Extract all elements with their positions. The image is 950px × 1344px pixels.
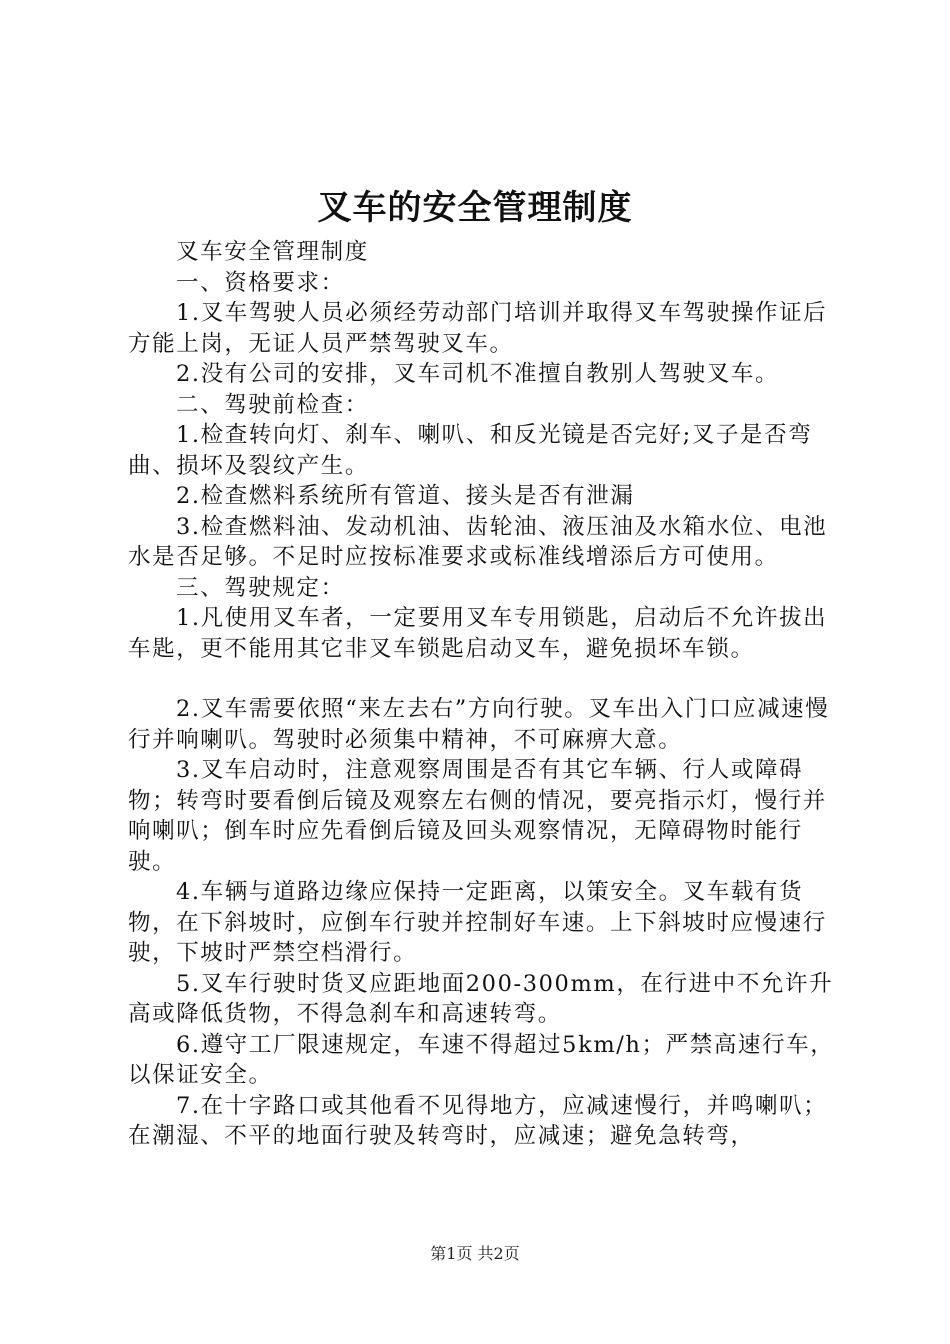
paragraph: 1.检查转向灯、刹车、喇叭、和反光镜是否完好;叉子是否弯曲、损坏及裂纹产生。 [128,422,813,479]
paragraph: 叉车安全管理制度 [176,239,369,265]
paragraph: 6.遵守工厂限速规定，车速不得超过5km/h；严禁高速行车，以保证安全。 [128,1031,835,1088]
paragraph: 1.叉车驾驶人员必须经劳动部门培训并取得叉车驾驶操作证后方能上岗，无证人员严禁驾驶叉车。 [128,300,828,357]
section-heading: 一、资格要求： [176,269,345,296]
paragraph-gap [128,664,840,694]
paragraph: 5.叉车行驶时货叉应距地面200-300mm，在行进中不允许升高或降低货物，不得急刹车和高速转弯。 [128,970,834,1027]
page-total: 共2页 [477,1244,520,1263]
page-number: 第1页 [430,1244,473,1263]
document-title: 叉车的安全管理制度 [317,188,633,228]
paragraph: 7.在十字路口或其他看不见得地方，应减速慢行，并鸣喇叭；在潮湿、不平的地面行驶及转弯时，应减速；避免急转弯， [128,1092,828,1149]
paragraph: 3.叉车启动时，注意观察周围是否有其它车辆、行人或障碍物；转弯时要看倒后镜及观察左右侧的情况，要亮指示灯，慢行并响喇叭；倒车时应先看倒后镜及回头观察情况，无障碍物时能行驶。 [128,757,827,875]
page-footer [0,1242,950,1266]
section-heading: 二、驾驶前检查： [176,391,369,418]
paragraph: 2.叉车需要依照“来左去右”方向行驶。叉车出入门口应减速慢行并响喇叭。驾驶时必须集中精神，不可麻痹大意。 [128,696,830,753]
paragraph: 1.凡使用叉车者，一定要用叉车专用锁匙，启动后不允许拔出车匙，更不能用其它非叉车锁匙启动叉车，避免损坏车锁。 [128,605,828,662]
paragraph: 2.检查燃料系统所有管道、接头是否有泄漏 [176,483,635,509]
section-heading: 三、驾驶规定： [176,574,345,601]
paragraph: 2.没有公司的安排，叉车司机不准擅自教别人驾驶叉车。 [176,361,780,387]
document-body [128,237,840,1152]
paragraph: 3.检查燃料油、发动机油、齿轮油、液压油及水箱水位、电池水是否足够。不足时应按标准要求或标准线增添后方可使用。 [128,513,828,570]
paragraph: 4.车辆与道路边缘应保持一定距离，以策安全。叉车载有货物，在下斜坡时，应倒车行驶并控制好车速。上下斜坡时应慢速行驶，下坡时严禁空档滑行。 [128,879,827,966]
